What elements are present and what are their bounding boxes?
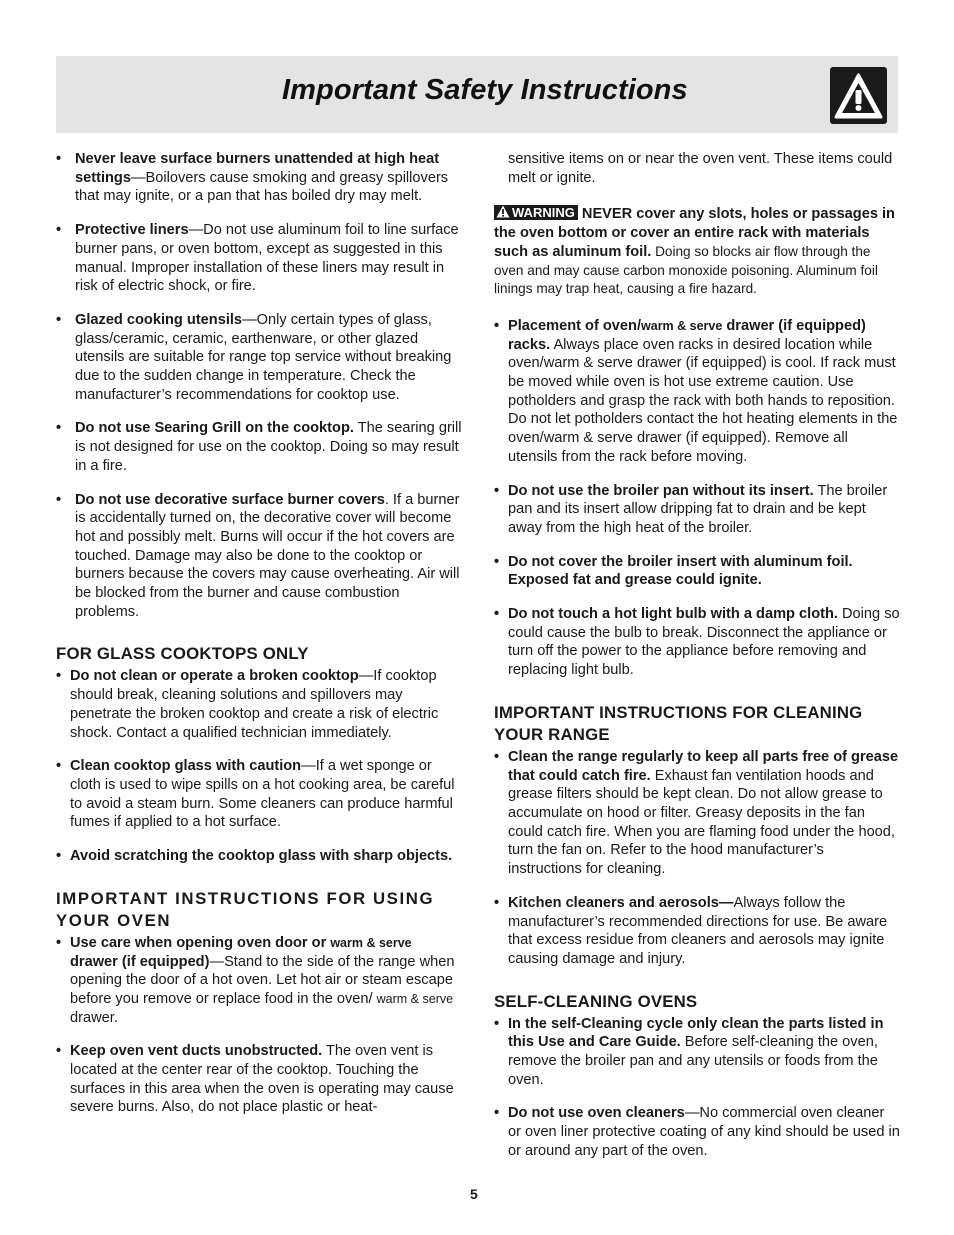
item-heading: Never leave surface burners unattended at high heat settings bbox=[75, 151, 440, 186]
item-heading: Kitchen cleaners and aerosols— bbox=[508, 894, 734, 911]
item-text: —If a wet sponge or cloth is used to wipe spills on a hot cooking area, be careful to avoid a steam burn. Some cleaners can produce harmful fumes if applied to a hot surface. bbox=[70, 758, 455, 831]
list-item bbox=[494, 605, 900, 680]
warning-triangle-icon bbox=[830, 67, 887, 124]
item-text: —Boilovers cause smoking and greasy spillovers that may ignite, or a pan that has boiled dry may melt. bbox=[75, 169, 449, 205]
item-small-text: warm & serve bbox=[330, 935, 412, 950]
item-heading: Do not clean or operate a broken cooktop bbox=[70, 668, 359, 685]
item-text: The oven vent is located at the center rear of the cooktop. Touching the surfaces in this area when the oven is operating may cause severe burns. Also, do not place plastic or heat- bbox=[70, 1043, 454, 1116]
item-heading: In the self-Cleaning cycle only clean the parts listed in this Use and Care Guide. bbox=[508, 1015, 884, 1051]
section-heading-cleaning: IMPORTANT INSTRUCTIONS FOR CLEANING YOUR RANGE bbox=[494, 702, 863, 744]
list-item bbox=[494, 317, 900, 467]
item-text: Always place oven racks in desired location while oven/warm & serve drawer (if equipped) is cool. If rack must be moved while oven is hot use extreme caution. Use potholders and grasp the rack with both hands to reposition. Do not let potholders contact the hot heating elements in the oven/warm & serve drawer (if equipped). Remove all utensils from the rack before moving. bbox=[508, 336, 898, 465]
item-text: Doing so could cause the bulb to break. Disconnect the appliance or turn off the power to the appliance before removing and replacing light bulb. bbox=[508, 606, 900, 679]
item-heading: Keep oven vent ducts unobstructed. bbox=[70, 1043, 323, 1060]
list-item bbox=[56, 150, 463, 206]
warning-text: Doing so blocks air flow through the oven and may cause carbon monoxide poisoning. Aluminum foil linings may trap heat, causing a fire hazard. bbox=[494, 243, 878, 297]
list-item bbox=[494, 482, 900, 538]
item-heading: Do not cover the broiler insert with aluminum foil. Exposed fat and grease could ignite. bbox=[508, 553, 853, 589]
list-item bbox=[56, 311, 463, 405]
item-text: —Stand to the side of the range when opening the door of a hot oven. Let hot air or steam escape before you remove or replace food in the oven/ bbox=[70, 953, 455, 1007]
item-small-text: warm & serve bbox=[376, 991, 454, 1006]
item-text: drawer. bbox=[70, 1009, 118, 1026]
item-heading: Clean cooktop glass with caution bbox=[70, 758, 302, 775]
item-heading: Avoid scratching the cooktop glass with sharp objects. bbox=[70, 848, 453, 865]
item-small-text: warm & serve bbox=[641, 318, 723, 333]
item-heading: Do not use Searing Grill on the cooktop. bbox=[75, 420, 354, 437]
item-text: Exhaust fan ventilation hoods and grease filters should be kept clean. Do not allow grease to accumulate on hood or filter. Greasy deposits in the fan could catch fire. When you are flaming food under the hood, turn the fan on. Refer to the hood manufacturer’s instructions for cleaning. bbox=[508, 767, 895, 878]
list-item bbox=[494, 894, 900, 969]
section-heading-using-oven: IMPORTANT INSTRUCTIONS FOR USING YOUR OVEN bbox=[56, 888, 435, 930]
item-text: —If cooktop should break, cleaning solutions and spillovers may penetrate the broken cooktop and create a risk of electric shock. Contact a qualified technician immediately. bbox=[70, 668, 439, 741]
item-heading: Use care when opening oven door or bbox=[70, 934, 331, 951]
item-text: Always follow the manufacturer’s recommended directions for use. Be aware that excess residue from cleaners and aerosols may ignite causing damage and injury. bbox=[508, 894, 888, 967]
right-column bbox=[494, 150, 900, 1176]
list-item bbox=[56, 847, 463, 866]
item-text: —Do not use aluminum foil to line surface burner pans, or oven bottom, except as suggested in this manual. Improper installation of these liners may result in risk of electric shock, or fire. bbox=[75, 222, 459, 295]
warning-paragraph bbox=[494, 205, 900, 299]
warning-heading: NEVER cover any slots, holes or passages in the oven bottom or cover an entire rack with materials such as aluminum foil. bbox=[494, 206, 895, 260]
list-item bbox=[56, 419, 463, 475]
list-item bbox=[494, 1015, 900, 1090]
item-heading: drawer (if equipped) bbox=[70, 953, 210, 970]
continued-text: sensitive items on or near the oven vent. These items could melt or ignite. bbox=[508, 151, 893, 186]
warning-small-icon bbox=[496, 205, 510, 218]
item-heading: Do not touch a hot light bulb with a damp cloth. bbox=[508, 606, 838, 623]
list-item bbox=[56, 221, 463, 296]
list-item bbox=[494, 553, 900, 590]
item-text: —No commercial oven cleaner or oven liner protective coating of any kind should be used in or around any part of the oven. bbox=[508, 1105, 900, 1159]
list-item bbox=[56, 491, 463, 622]
list-item bbox=[56, 757, 463, 832]
page-title: Important Safety Instructions bbox=[282, 74, 688, 106]
item-heading: Do not use decorative surface burner covers bbox=[75, 491, 385, 508]
list-item bbox=[494, 748, 900, 879]
left-column bbox=[56, 150, 463, 1132]
page-header bbox=[56, 56, 898, 133]
item-heading: Do not use oven cleaners bbox=[508, 1105, 685, 1122]
list-item bbox=[56, 667, 463, 742]
item-text: —Only certain types of glass, glass/ceramic, ceramic, earthenware, or other glazed utensils are suitable for range top service without breaking due to the sudden change in temperature. Check the manufacturer’s recommendations for cooktop use. bbox=[75, 311, 452, 403]
item-text: . If a burner is accidentally turned on, the decorative cover will become hot and possibly melt. Burns will occur if the hot covers are touched. Damage may also be done to the cooktop or burners because the covers may cause overheating. Air will be blocked from the burner and cause combustion problems. bbox=[75, 491, 460, 620]
warning-label-text: WARNING bbox=[512, 205, 575, 221]
item-heading: Placement of oven/ bbox=[508, 317, 642, 334]
warning-label bbox=[494, 205, 578, 220]
item-text: The broiler pan and its insert allow dripping fat to drain and be kept away from the high heat of the broiler. bbox=[508, 482, 888, 536]
item-text: The searing grill is not designed for use on the cooktop. Doing so may result in a fire. bbox=[75, 420, 462, 474]
section-heading-self-cleaning: SELF-CLEANING OVENS bbox=[494, 991, 698, 1011]
item-heading: Clean the range regularly to keep all parts free of grease that could catch fire. bbox=[508, 748, 899, 784]
list-item bbox=[494, 1104, 900, 1160]
item-text: Before self-cleaning the oven, remove the broiler pan and any utensils or foods from the oven. bbox=[508, 1034, 878, 1088]
item-heading: Glazed cooking utensils bbox=[75, 311, 243, 328]
item-heading: drawer (if equipped) racks. bbox=[508, 317, 866, 353]
item-heading: Protective liners bbox=[75, 222, 189, 239]
page-number: 5 bbox=[470, 1186, 478, 1202]
item-heading: Do not use the broiler pan without its insert. bbox=[508, 482, 814, 499]
section-heading-glass-cooktops: FOR GLASS COOKTOPS ONLY bbox=[56, 644, 309, 664]
list-item bbox=[56, 934, 463, 1028]
list-item bbox=[56, 1042, 463, 1117]
